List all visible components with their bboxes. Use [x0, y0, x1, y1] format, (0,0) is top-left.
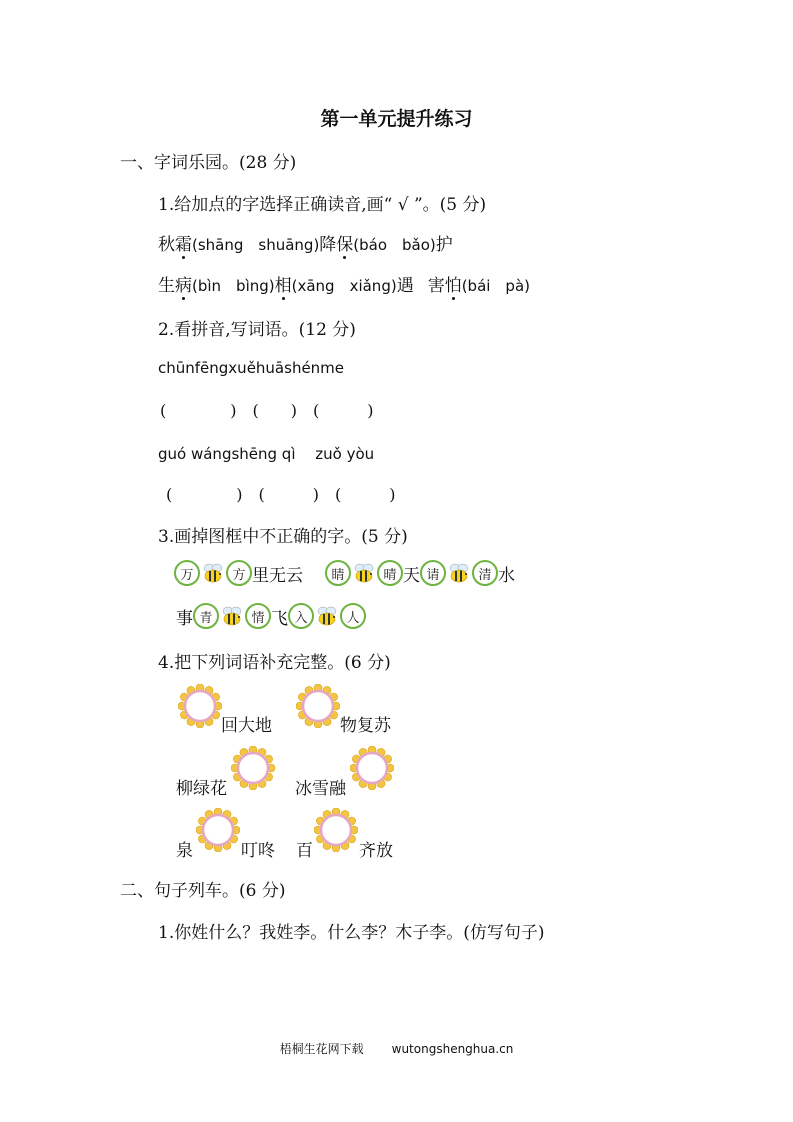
q1-l2-w1-pinyin-options[interactable]: (bìn bìng) — [192, 277, 275, 295]
q1-l1-w1-dotted: 霜 — [175, 230, 192, 255]
section1-heading: 一、字词乐园。(28 分) — [120, 153, 297, 173]
bee-icon — [200, 561, 226, 585]
q3-word-rest: 飞 — [271, 608, 288, 629]
q2-pinyin-line2: guó wángshēng qì zuǒ yòu — [158, 445, 375, 463]
q1-l2-w1-dotted: 病 — [175, 271, 192, 296]
q4-r1-word-a: 回大地 — [221, 716, 272, 736]
q1-l2-w2-pinyin-options[interactable]: (xāng xiǎng) — [291, 277, 397, 295]
q1-l2-w1-pre: 生 — [158, 276, 175, 296]
flower-blank-icon[interactable] — [178, 684, 222, 728]
q3-prompt: 3.画掉图框中不正确的字。(5 分) — [158, 527, 408, 547]
q1-l2-w2-dotted: 相 — [275, 271, 292, 296]
q4-prompt: 4.把下列词语补充完整。(6 分) — [158, 653, 391, 673]
q1-l1-w2-post: 护 — [435, 235, 453, 255]
q3-choice-circle[interactable]: 晴 — [377, 560, 403, 586]
q3-row2 — [176, 603, 366, 629]
flower-blank-icon[interactable] — [350, 746, 394, 790]
q3-choice-circle[interactable]: 睛 — [325, 560, 351, 586]
flower-blank-icon[interactable] — [314, 808, 358, 852]
q1-line2 — [158, 271, 530, 296]
q1-l1-w1-post: 降 — [319, 235, 337, 255]
q3-word-rest: 天 — [403, 565, 420, 586]
page-title: 第一单元提升练习 — [320, 108, 473, 130]
footer — [0, 1040, 793, 1057]
q1-l2-w2-post: 遇 — [396, 276, 414, 296]
q3-choice-circle[interactable]: 万 — [174, 560, 200, 586]
q1-line1 — [158, 230, 453, 255]
q3-choice-circle[interactable]: 清 — [472, 560, 498, 586]
footer-site-name: 梧桐生花网下载 — [279, 1042, 364, 1056]
q3-word-before: 事 — [176, 608, 193, 629]
q4-r2-word-b: 冰雪融 — [295, 779, 346, 799]
q3-choice-circle[interactable]: 入 — [288, 603, 314, 629]
q1-l1-w2-pinyin-options[interactable]: (báo bǎo) — [353, 236, 436, 254]
section2-heading: 二、句子列车。(6 分) — [120, 881, 286, 901]
bee-icon — [351, 561, 377, 585]
q1-l2-w3-dotted: 怕 — [445, 271, 462, 296]
q3-choice-circle[interactable]: 人 — [340, 603, 366, 629]
footer-url[interactable]: wutongshenghua.cn — [391, 1042, 514, 1056]
q3-word-rest: 里无云 — [252, 565, 303, 586]
q4-r3-word-d: 齐放 — [359, 841, 393, 861]
q3-choice-circle[interactable]: 请 — [420, 560, 446, 586]
q1-l2-w3-pre: 害 — [427, 276, 445, 296]
q1-l2-w3-pinyin-options[interactable]: (bái pà) — [461, 277, 531, 295]
q3-row1 — [174, 560, 515, 586]
q2-pinyin-line1: chūnfēngxuěhuāshénme — [158, 359, 345, 377]
q3-word-rest: 水 — [498, 565, 515, 586]
q4-r3-word-c: 百 — [296, 841, 313, 861]
bee-icon — [314, 604, 340, 628]
q2-answer-blanks-line2[interactable]: ( ) ( ) ( ) — [166, 485, 396, 504]
flower-blank-icon[interactable] — [296, 684, 340, 728]
q3-choice-circle[interactable]: 方 — [226, 560, 252, 586]
q2-prompt: 2.看拼音,写词语。(12 分) — [158, 320, 356, 340]
bee-icon — [219, 604, 245, 628]
q2-answer-blanks-line1[interactable]: ( ) ( ) ( ) — [160, 401, 374, 420]
q4-r3-word-b: 叮咚 — [241, 841, 275, 861]
bee-icon — [446, 561, 472, 585]
flower-blank-icon[interactable] — [231, 746, 275, 790]
q1-l1-w1-pinyin-options[interactable]: (shāng shuāng) — [192, 236, 320, 254]
q3-choice-circle[interactable]: 青 — [193, 603, 219, 629]
section2-q1-prompt: 1.你姓什么？我姓李。什么李？木子李。(仿写句子) — [158, 923, 545, 943]
flower-blank-icon[interactable] — [196, 808, 240, 852]
q4-r2-word-a: 柳绿花 — [176, 779, 227, 799]
q1-l1-w1-pre: 秋 — [158, 235, 175, 255]
q4-r1-word-b: 物复苏 — [340, 716, 391, 736]
q3-choice-circle[interactable]: 情 — [245, 603, 271, 629]
q1-prompt: 1.给加点的字选择正确读音,画“ √ ”。(5 分) — [158, 195, 487, 215]
q1-l1-w2-dotted: 保 — [336, 230, 353, 255]
q4-r3-word-a: 泉 — [176, 841, 193, 861]
